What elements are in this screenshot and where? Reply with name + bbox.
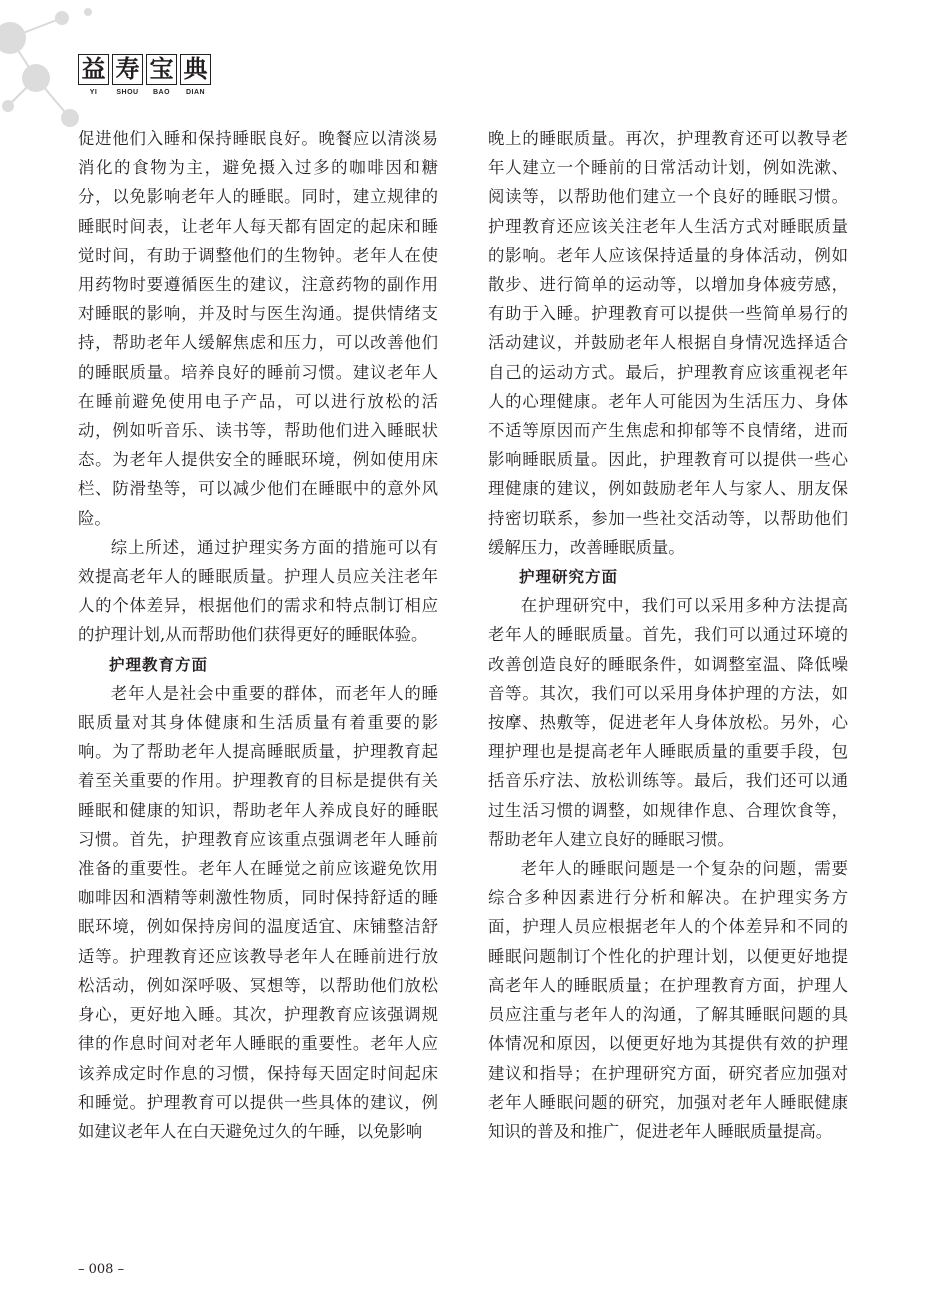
masthead-char: 益 [78,54,109,85]
section-heading-nursing-education: 护理教育方面 [109,654,209,674]
masthead-pinyin-item: DIAN [185,89,206,96]
masthead-char: 寿 [112,54,143,85]
paragraph: 老年人的睡眠问题是一个复杂的问题，需要综合多种因素进行分析和解决。在护理实务方面，护理人员应根据老年人的个体差异和不同的睡眠问题制订个性化的护理计划，以便更好地提高老年人的睡眠质量；在护理教育方面，护理人员应注重与老年人的沟通，了解其睡眠问题的具体情况和原因，以便更好地为其提供有效的护理建议和指导；在护理研究方面，研究者应加强对老年人睡眠问题的研究，加强对老年人睡眠健康知识的普及和推广，促进老年人睡眠质量提高。 [488,859,848,1141]
paragraph: 在护理研究中，我们可以采用多种方法提高老年人的睡眠质量。首先，我们可以通过环境的改善创造良好的睡眠条件，如调整室温、降低噪音等。其次，我们可以采用身体护理的方法，如按摩、热敷等，促进老年人身体放松。另外，心理护理也是提高老年人睡眠质量的重要手段，包括音乐疗法、放松训练等。最后，我们还可以通过生活习惯的调整，如规律作息、合理饮食等，帮助老年人建立良好的睡眠习惯。 [488,596,848,849]
masthead-pinyin-item: BAO [152,89,171,96]
left-column [78,124,438,1146]
masthead-title [78,54,218,85]
page-number: – 008 – [78,1262,125,1277]
paragraph: 综上所述，通过护理实务方面的措施可以有效提高老年人的睡眠质量。护理人员应关注老年人的个体差异，根据他们的需求和特点制订相应的护理计划,从而帮助他们获得更好的睡眠体验。 [78,537,438,645]
masthead-pinyin-item: YI [89,89,98,96]
paragraph: 老年人是社会中重要的群体，而老年人的睡眠质量对其身体健康和生活质量有着重要的影响。为了帮助老年人提高睡眠质量，护理教育起着至关重要的作用。护理教育的目标是提供有关睡眠和健康的知识，帮助老年人养成良好的睡眠习惯。首先，护理教育应该重点强调老年人睡前准备的重要性。老年人在睡觉之前应该避免饮用咖啡因和酒精等刺激性物质，同时保持舒适的睡眠环境，例如保持房间的温度适宜、床铺整洁舒适等。护理教育还应该教导老年人在睡前进行放松活动，例如深呼吸、冥想等，以帮助他们放松身心，更好地入睡。其次，护理教育应该强调规律的作息时间对老年人睡眠的重要性。老年人应该养成定时作息的习惯，保持每天固定时间起床和睡觉。护理教育可以提供一些具体的建议，例如建议老年人在白天避免过久的午睡，以免影响 [78,683,438,1141]
masthead-char: 典 [180,54,211,85]
paragraph-continuation: 促进他们入睡和保持睡眠良好。晚餐应以清淡易消化的食物为主，避免摄入过多的咖啡因和糖分，以免影响老年人的睡眠。同时，建立规律的睡眠时间表，让老年人每天都有固定的起床和睡觉时间，有助于调整他们的生物钟。老年人在使用药物时要遵循医生的建议，注意药物的副作用对睡眠的影响，并及时与医生沟通。提供情绪支持，帮助老年人缓解焦虑和压力，可以改善他们的睡眠质量。培养良好的睡前习惯。建议老年人在睡前避免使用电子产品，可以进行放松的活动，例如听音乐、读书等，帮助他们进入睡眠状态。为老年人提供安全的睡眠环境，例如使用床栏、防滑垫等，可以减少他们在睡眠中的意外风险。 [78,129,438,528]
masthead-char: 宝 [146,54,177,85]
right-column [488,124,848,1146]
section-heading-nursing-research: 护理研究方面 [519,567,619,587]
paragraph-continuation: 晚上的睡眠质量。再次，护理教育还可以教导老年人建立一个睡前的日常活动计划，例如洗漱、阅读等，以帮助他们建立一个良好的睡眠习惯。护理教育还应该关注老年人生活方式对睡眠质量的影响。老年人应该保持适量的身体活动，例如散步、进行简单的运动等，以增加身体疲劳感，有助于入睡。护理教育可以提供一些简单易行的活动建议，并鼓励老年人根据自身情况选择适合自己的运动方式。最后，护理教育应该重视老年人的心理健康。老年人可能因为生活压力、身体不适等原因而产生焦虑和抑郁等不良情绪，进而影响睡眠质量。因此，护理教育可以提供一些心理健康的建议，例如鼓励老年人与家人、朋友保持密切联系，参加一些社交活动等，以帮助他们缓解压力，改善睡眠质量。 [488,129,848,557]
masthead-pinyin [78,89,218,96]
masthead-logo [78,54,218,96]
masthead-pinyin-item: SHOU [116,89,139,96]
